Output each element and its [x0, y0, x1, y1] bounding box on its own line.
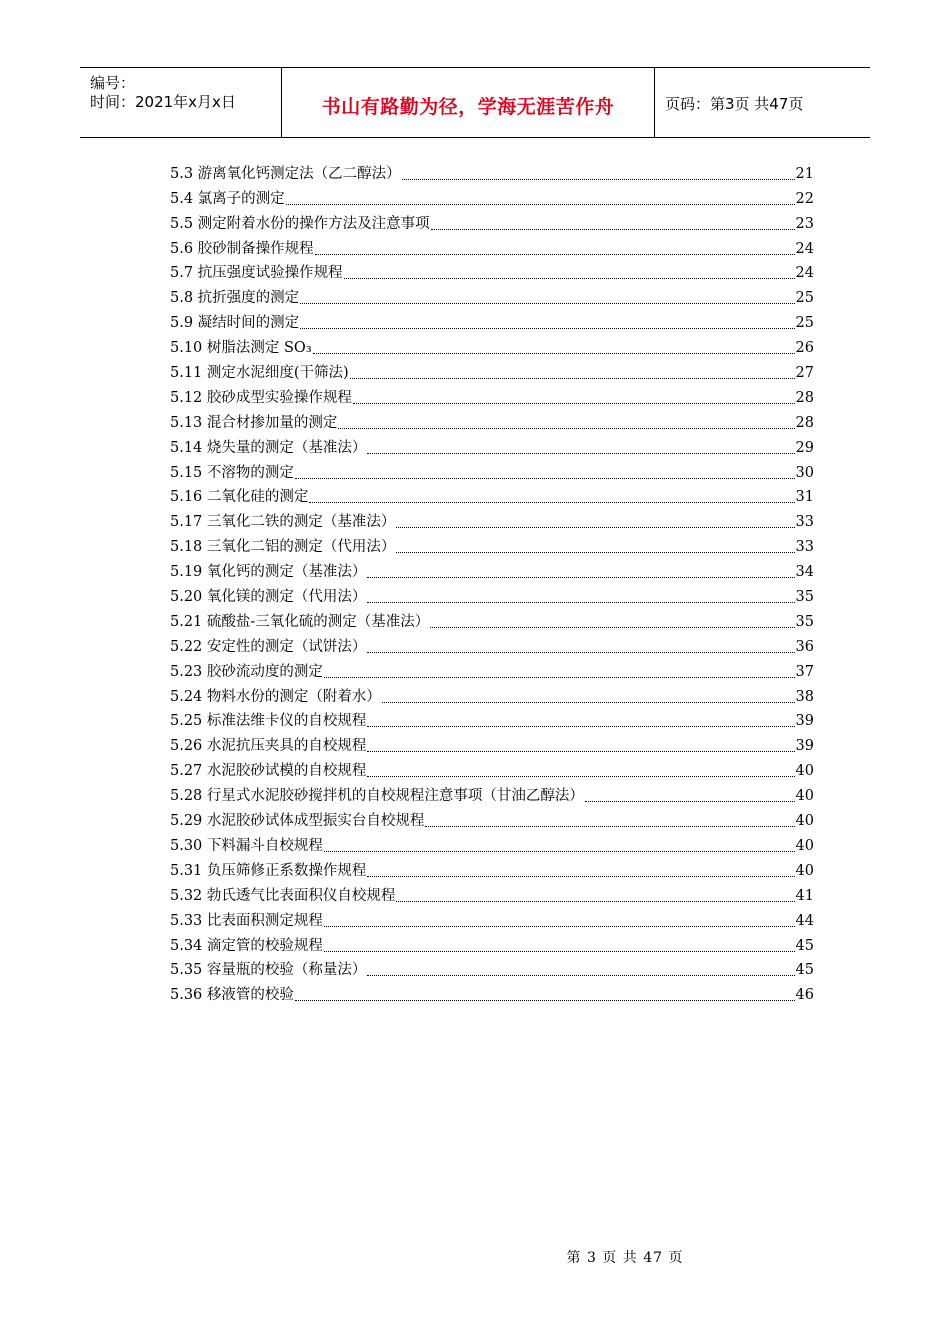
toc-entry-title: 5.29 水泥胶砂试体成型振实台自校规程: [170, 813, 425, 830]
toc-entry-title: 5.20 氧化镁的测定（代用法）: [170, 589, 367, 606]
toc-leader-dots: [367, 652, 794, 653]
toc-entry-title: 5.10 树脂法测定 SO₃: [170, 340, 312, 357]
toc-leader-dots: [367, 453, 794, 454]
toc-entry[interactable]: [170, 209, 814, 234]
toc-entry-title: 5.30 下料漏斗自校规程: [170, 837, 323, 854]
toc-entry-title: 5.7 抗压强度试验操作规程: [170, 265, 343, 282]
toc-leader-dots: [367, 602, 794, 603]
toc-entry-page: 25: [795, 315, 814, 332]
toc-leader-dots: [300, 303, 794, 304]
toc-entry-page: 34: [795, 564, 814, 581]
toc-entry[interactable]: [170, 333, 814, 358]
toc-leader-dots: [350, 378, 795, 379]
header-motto-cell: [282, 68, 655, 137]
toc-entry-page: 30: [795, 464, 814, 481]
toc-entry-page: 39: [795, 738, 814, 755]
toc-entry-title: 5.31 负压筛修正系数操作规程: [170, 862, 367, 879]
toc-entry-page: 28: [795, 389, 814, 406]
toc-leader-dots: [338, 428, 794, 429]
toc-entry-title: 5.13 混合材掺加量的测定: [170, 414, 338, 431]
toc-entry[interactable]: [170, 159, 814, 184]
document-header: [80, 67, 870, 138]
toc-leader-dots: [324, 851, 795, 852]
toc-leader-dots: [309, 502, 794, 503]
page-footer: [0, 1247, 950, 1267]
toc-entry[interactable]: [170, 557, 814, 582]
toc-entry-title: 5.34 滴定管的校验规程: [170, 937, 323, 954]
toc-leader-dots: [315, 254, 795, 255]
toc-entry-page: 40: [795, 862, 814, 879]
toc-leader-dots: [425, 826, 794, 827]
toc-entry[interactable]: [170, 358, 814, 383]
toc-entry[interactable]: [170, 283, 814, 308]
toc-entry-title: 5.36 移液管的校验: [170, 987, 294, 1004]
toc-entry-title: 5.15 不溶物的测定: [170, 464, 294, 481]
toc-leader-dots: [367, 751, 794, 752]
toc-entry-title: 5.26 水泥抗压夹具的自校规程: [170, 738, 367, 755]
toc-entry-title: 5.24 物料水份的测定（附着水）: [170, 688, 381, 705]
toc-entry-title: 5.35 容量瓶的校验（称量法）: [170, 962, 367, 979]
toc-entry-page: 29: [795, 439, 814, 456]
toc-entry-page: 22: [795, 190, 814, 207]
toc-entry-title: 5.11 测定水泥细度(干筛法): [170, 365, 349, 382]
toc-leader-dots: [300, 328, 794, 329]
toc-entry-page: 44: [795, 912, 814, 929]
toc-leader-dots: [367, 975, 794, 976]
toc-entry-page: 46: [795, 987, 814, 1004]
toc-entry[interactable]: [170, 881, 814, 906]
document-date-label: 时间：2021年x月x日: [90, 93, 236, 111]
toc-leader-dots: [396, 552, 794, 553]
toc-entry-page: 23: [795, 215, 814, 232]
toc-entry-title: 5.3 游离氧化钙测定法（乙二醇法）: [170, 165, 401, 182]
toc-entry-page: 33: [795, 514, 814, 531]
toc-entry[interactable]: [170, 433, 814, 458]
toc-entry-title: 5.4 氯离子的测定: [170, 190, 285, 207]
toc-entry-title: 5.19 氧化钙的测定（基准法）: [170, 564, 367, 581]
toc-entry-title: 5.23 胶砂流动度的测定: [170, 663, 323, 680]
toc-entry-page: 36: [795, 638, 814, 655]
toc-entry-title: 5.32 勃氏透气比表面积仪自校规程: [170, 887, 396, 904]
toc-entry[interactable]: [170, 657, 814, 682]
toc-entry[interactable]: [170, 408, 814, 433]
toc-entry-title: 5.25 标准法维卡仪的自校规程: [170, 713, 367, 730]
toc-leader-dots: [353, 403, 795, 404]
toc-entry-title: 5.14 烧失量的测定（基准法）: [170, 439, 367, 456]
header-page-indicator: 页码：第3页 共47页: [665, 95, 804, 113]
toc-entry-title: 5.33 比表面积测定规程: [170, 912, 323, 929]
toc-entry-title: 5.6 胶砂制备操作规程: [170, 240, 314, 257]
toc-entry[interactable]: [170, 831, 814, 856]
toc-entry-title: 5.16 二氧化硅的测定: [170, 489, 309, 506]
toc-leader-dots: [367, 876, 794, 877]
toc-entry-page: 33: [795, 539, 814, 556]
toc-entry-title: 5.5 测定附着水份的操作方法及注意事项: [170, 215, 430, 232]
toc-entry-title: 5.27 水泥胶砂试模的自校规程: [170, 763, 367, 780]
toc-entry[interactable]: [170, 532, 814, 557]
header-info-cell: [80, 68, 282, 137]
toc-leader-dots: [295, 1000, 795, 1001]
toc-entry[interactable]: [170, 980, 814, 1005]
toc-entry[interactable]: [170, 259, 814, 284]
toc-leader-dots: [344, 278, 795, 279]
toc-entry[interactable]: [170, 707, 814, 732]
toc-entry-page: 45: [795, 962, 814, 979]
toc-leader-dots: [585, 801, 795, 802]
toc-entry-page: 40: [795, 788, 814, 805]
document-number-label: 编号：: [90, 74, 136, 92]
toc-entry[interactable]: [170, 632, 814, 657]
toc-entry-page: 45: [795, 937, 814, 954]
toc-entry-page: 24: [795, 265, 814, 282]
toc-entry-page: 24: [795, 240, 814, 257]
toc-leader-dots: [367, 776, 794, 777]
toc-entry-title: 5.12 胶砂成型实验操作规程: [170, 389, 352, 406]
toc-entry[interactable]: [170, 582, 814, 607]
header-motto: 书山有路勤为径，学海无涯苦作舟: [321, 96, 615, 118]
toc-entry[interactable]: [170, 607, 814, 632]
toc-entry[interactable]: [170, 956, 814, 981]
toc-leader-dots: [431, 229, 795, 230]
toc-entry-title: 5.9 凝结时间的测定: [170, 315, 300, 332]
toc-entry-title: 5.8 抗折强度的测定: [170, 290, 300, 307]
footer-page-number: 第 3 页 共 47 页: [566, 1250, 684, 1266]
toc-entry-title: 5.21 硫酸盐-三氧化硫的测定（基准法）: [170, 613, 430, 630]
toc-leader-dots: [295, 478, 795, 479]
toc-leader-dots: [324, 951, 795, 952]
toc-entry-page: 40: [795, 813, 814, 830]
toc-entry-page: 37: [795, 663, 814, 680]
toc-entry[interactable]: [170, 781, 814, 806]
toc-entry[interactable]: [170, 184, 814, 209]
toc-entry-page: 21: [795, 165, 814, 182]
toc-entry[interactable]: [170, 856, 814, 881]
toc-entry-page: 25: [795, 290, 814, 307]
toc-entry-page: 40: [795, 837, 814, 854]
toc-entry-page: 40: [795, 763, 814, 780]
toc-entry-page: 41: [795, 887, 814, 904]
toc-entry-title: 5.17 三氧化二铁的测定（基准法）: [170, 514, 396, 531]
toc-entry[interactable]: [170, 458, 814, 483]
toc-entry-page: 28: [795, 414, 814, 431]
toc-leader-dots: [430, 627, 794, 628]
toc-leader-dots: [382, 702, 795, 703]
toc-entry[interactable]: [170, 906, 814, 931]
toc-entry[interactable]: [170, 234, 814, 259]
toc-entry-page: 38: [795, 688, 814, 705]
toc-entry[interactable]: [170, 931, 814, 956]
toc-leader-dots: [313, 353, 795, 354]
toc-entry-page: 27: [795, 365, 814, 382]
toc-entry-page: 35: [795, 613, 814, 630]
toc-leader-dots: [324, 926, 795, 927]
toc-entry-page: 26: [795, 340, 814, 357]
toc-leader-dots: [367, 577, 794, 578]
toc-entry[interactable]: [170, 507, 814, 532]
toc-entry-title: 5.28 行星式水泥胶砂搅拌机的自校规程注意事项（甘油乙醇法）: [170, 788, 584, 805]
toc-entry-title: 5.22 安定性的测定（试饼法）: [170, 638, 367, 655]
toc-entry[interactable]: [170, 806, 814, 831]
toc-leader-dots: [402, 179, 795, 180]
toc-leader-dots: [396, 527, 794, 528]
toc-leader-dots: [286, 204, 795, 205]
toc-leader-dots: [396, 901, 794, 902]
toc-leader-dots: [367, 726, 794, 727]
header-page-cell: [655, 68, 870, 137]
toc-leader-dots: [324, 677, 795, 678]
toc-entry[interactable]: [170, 483, 814, 508]
toc-entry[interactable]: [170, 308, 814, 333]
table-of-contents: [170, 159, 814, 1005]
toc-entry-page: 39: [795, 713, 814, 730]
toc-entry[interactable]: [170, 682, 814, 707]
toc-entry-page: 31: [795, 489, 814, 506]
toc-entry[interactable]: [170, 383, 814, 408]
toc-entry[interactable]: [170, 731, 814, 756]
toc-entry-title: 5.18 三氧化二铝的测定（代用法）: [170, 539, 396, 556]
toc-entry[interactable]: [170, 756, 814, 781]
toc-entry-page: 35: [795, 589, 814, 606]
